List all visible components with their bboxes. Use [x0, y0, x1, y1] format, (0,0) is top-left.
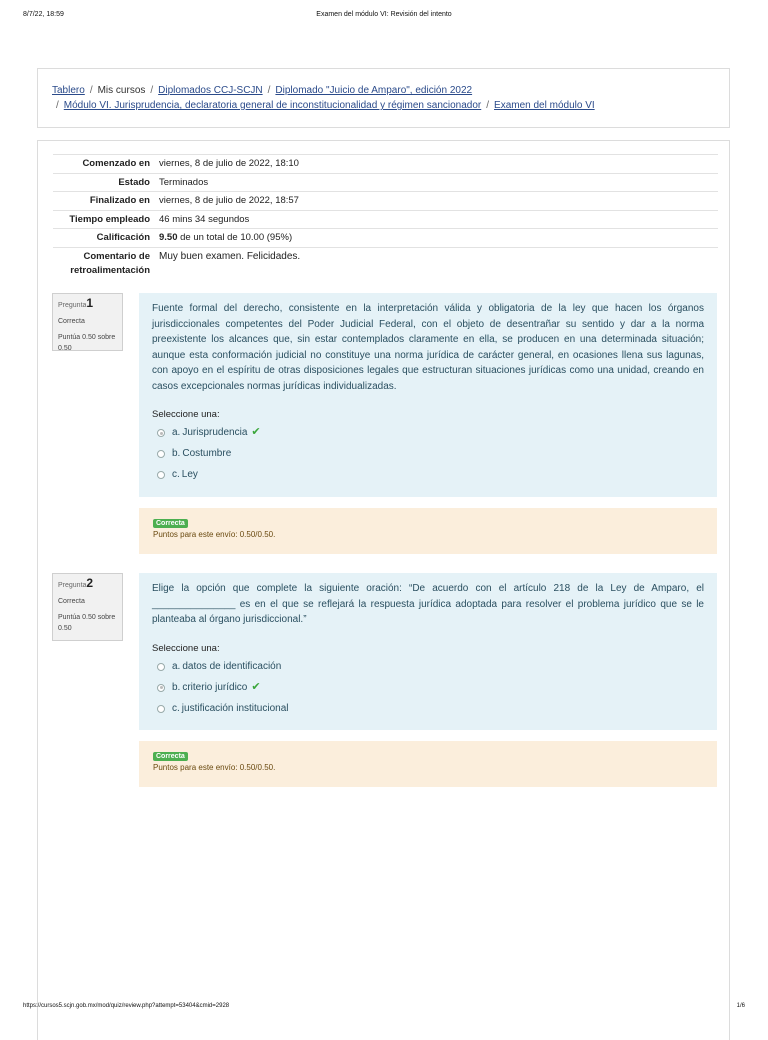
- question-2-feedback: [139, 741, 717, 787]
- question-1-info: [52, 293, 123, 351]
- question-2-answer-a[interactable]: a. datos de identificación: [152, 656, 704, 677]
- radio-icon[interactable]: [157, 471, 165, 479]
- grade-rest: de un total de 10.00 (95%): [177, 232, 293, 243]
- correct-badge: Correcta: [153, 519, 188, 528]
- state-label: Estado: [118, 176, 150, 188]
- summary-row-grade: [53, 229, 718, 248]
- breadcrumb-mis-cursos[interactable]: Mis cursos: [97, 85, 146, 96]
- summary-row-finished: [53, 192, 718, 211]
- question-1-points: Puntos para este envío: 0.50/0.50.: [153, 530, 276, 539]
- radio-checked-icon[interactable]: [157, 684, 165, 692]
- question-1-content: [139, 293, 717, 497]
- print-page-number: 1/6: [736, 1003, 745, 1009]
- started-value: viernes, 8 de julio de 2022, 18:10: [159, 158, 299, 169]
- grade-value: [150, 229, 718, 248]
- question-1-state: Correcta: [58, 318, 85, 325]
- summary-row-feedback: [53, 247, 718, 280]
- breadcrumb: Tablero / Mis cursos / Diplomados CCJ-SCJN / Diplomado "Juicio de Amparo", edición 2022 / Módulo VI. Jurisprudencia, declaratoria general de inconstitucionalidad y régimen sancionador / Examen del módulo VI: [37, 68, 730, 128]
- print-datetime: 8/7/22, 18:59: [23, 11, 64, 18]
- question-2-info: [52, 573, 123, 641]
- question-2-content: [139, 573, 717, 730]
- question-1-answer-a[interactable]: a. Jurisprudencia ✔: [152, 423, 704, 444]
- question-2-prompt: Seleccione una:: [152, 642, 220, 654]
- question-2-points: Puntos para este envío: 0.50/0.50.: [153, 763, 276, 772]
- question-1-answer-b[interactable]: b. Costumbre: [152, 444, 704, 465]
- print-url: https://cursos5.scjn.gob.mx/mod/quiz/review.php?attempt=53404&cmid=2928: [23, 1003, 230, 1009]
- summary-row-time: [53, 210, 718, 229]
- correct-badge: Correcta: [153, 752, 188, 761]
- question-2-number: Pregunta2: [58, 576, 94, 590]
- finished-value: viernes, 8 de julio de 2022, 18:57: [159, 195, 299, 206]
- breadcrumb-modulo-vi[interactable]: Módulo VI. Jurisprudencia, declaratoria general de inconstitucionalidad y régimen sancionador: [63, 100, 482, 111]
- print-header: [23, 11, 745, 23]
- radio-icon[interactable]: [157, 663, 165, 671]
- summary-row-started: [53, 155, 718, 174]
- summary-row-state: [53, 173, 718, 192]
- radio-icon[interactable]: [157, 705, 165, 713]
- check-icon: ✔: [251, 680, 261, 693]
- print-footer: [23, 1003, 745, 1015]
- question-1-marks: Puntúa 0.50 sobre 0.50: [58, 334, 116, 352]
- question-2-text: Elige la opción que complete la siguiente oración: “De acuerdo con el artículo 218 de la Ley de Amparo, el _______________ es en el que se reflejará la respuesta jurídica adoptada para resolver el problema jurídico que se le planteaba al órgano jurisdiccional.”: [152, 583, 704, 625]
- question-2-marks: Puntúa 0.50 sobre 0.50: [58, 614, 116, 632]
- question-1-answer-c[interactable]: c. Ley: [152, 465, 704, 486]
- radio-icon[interactable]: [157, 450, 165, 458]
- question-1-feedback: [139, 508, 717, 554]
- time-label: Tiempo empleado: [69, 213, 150, 225]
- started-label: Comenzado en: [82, 158, 150, 169]
- breadcrumb-diplomado-amparo[interactable]: Diplomado "Juicio de Amparo", edición 2022: [275, 85, 473, 96]
- question-1-number: Pregunta1: [58, 296, 94, 310]
- finished-label: Finalizado en: [89, 195, 150, 206]
- attempt-summary-table: [53, 154, 718, 280]
- state-value: Terminados: [159, 176, 209, 188]
- breadcrumb-diplomados[interactable]: Diplomados CCJ-SCJN: [158, 85, 263, 96]
- radio-checked-icon[interactable]: [157, 429, 165, 437]
- grade-label: Calificación: [96, 232, 150, 243]
- breadcrumb-examen[interactable]: Examen del módulo VI: [494, 100, 595, 111]
- question-2-answer-b[interactable]: b. criterio jurídico ✔: [152, 677, 704, 698]
- check-icon: ✔: [251, 426, 261, 439]
- question-2-state: Correcta: [58, 598, 85, 605]
- time-value: 46 mins 34 segundos: [159, 213, 250, 225]
- quiz-review-card: [37, 140, 730, 1040]
- question-2-answer-c[interactable]: c. justificación institucional: [152, 698, 704, 719]
- breadcrumb-tablero[interactable]: Tablero: [52, 85, 85, 96]
- print-title: Examen del módulo VI: Revisión del intento: [316, 11, 452, 18]
- feedback-label: Comentario de retroalimentación: [70, 250, 150, 276]
- question-1-text: Fuente formal del derecho, consistente en la interpretación válida y obligatoria de la ley que hacen los órganos jurisdiccionales competentes del Poder Judicial Federal, con el objeto de desentrañar su sentido y dar a la norma preexistente los alcances que, sin estar contemplados claramente en ella, se producen en una determinada situación; aunque esta conformación judicial no constituye una norma jurídica de carácter general, en ocasiones llena sus lagunas, con apoyo en el espíritu de otras disposiciones legales que estructuran situaciones jurídicas como una unidad, creando en casos excepcionales normas jurídicas individualizadas.: [152, 303, 704, 392]
- grade-score: 9.50: [159, 232, 178, 243]
- question-1-prompt: Seleccione una:: [152, 409, 220, 420]
- feedback-value: Muy buen examen. Felicidades.: [159, 250, 301, 262]
